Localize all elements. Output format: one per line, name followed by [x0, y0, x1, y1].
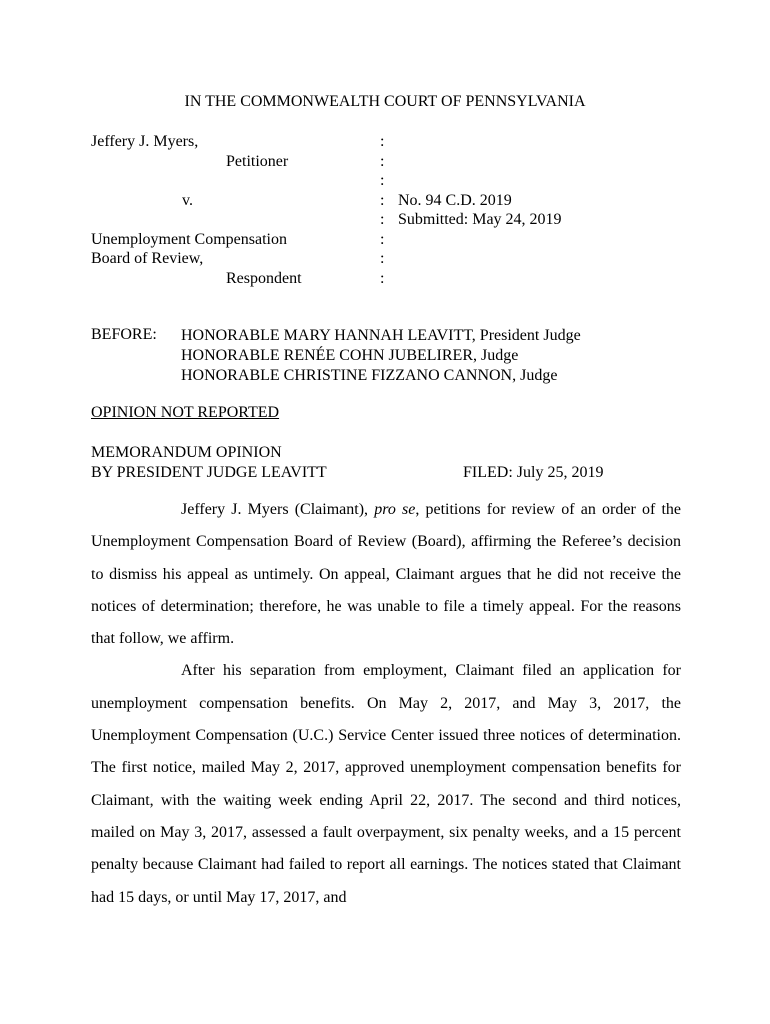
caption-row — [91, 210, 691, 230]
petitioner-name: Jeffery J. Myers, — [91, 133, 199, 150]
docket-number: No. 94 C.D. 2019 — [398, 191, 512, 209]
caption-row — [91, 230, 691, 250]
respondent-name-line2: Board of Review, — [91, 250, 204, 267]
caption-colon: : — [380, 191, 385, 209]
caption-colon: : — [380, 230, 385, 248]
judge-list — [181, 326, 581, 386]
paragraph — [91, 494, 681, 655]
respondent-role: Respondent — [226, 269, 302, 287]
before-label: BEFORE: — [91, 326, 157, 343]
paragraph-text: , petitions for review of an order of the Unemployment Compensation Board of Review (Board), affirming the Referee’s decision to dismiss his appeal as untimely. On appeal, Claimant argues that he did not receive the notices of determination; therefore, he was unable to file a timely appeal. For the reasons that follow, we affirm. — [91, 501, 681, 648]
paragraph-text: Jeffery J. Myers (Claimant), — [181, 501, 375, 518]
caption-colon: : — [380, 133, 385, 150]
versus-label: v. — [182, 191, 193, 209]
italic-text: pro se — [374, 501, 416, 518]
caption-colon: : — [380, 152, 385, 170]
opinion-body — [91, 494, 681, 914]
caption-row — [91, 269, 691, 289]
memorandum-title: MEMORANDUM OPINION — [91, 444, 282, 461]
caption-row — [91, 171, 691, 191]
memorandum-author-row — [91, 463, 681, 483]
memorandum-heading — [91, 443, 681, 483]
caption-row — [91, 132, 691, 152]
case-caption — [91, 132, 691, 288]
caption-row — [91, 249, 691, 269]
caption-colon: : — [380, 269, 385, 287]
submitted-date: Submitted: May 24, 2019 — [398, 211, 562, 228]
caption-row — [91, 152, 691, 172]
caption-row — [91, 191, 691, 211]
judge-name: HONORABLE MARY HANNAH LEAVITT, President Judge — [181, 327, 581, 344]
paragraph: After his separation from employment, Claimant filed an application for unemployment compensation benefits. On May 2, 2017, and May 3, 2017, the Unemployment Compensation (U.C.) Service Center issued three notices of determination. The first notice, mailed May 2, 2017, approved unemployment compensation benefits for Claimant, with the waiting week ending April 22, 2017. The second and third notices, mailed on May 3, 2017, assessed a fault overpayment, six penalty weeks, and a 15 percent penalty because Claimant had failed to report all earnings. The notices stated that Claimant had 15 days, or until May 17, 2017, and — [91, 662, 681, 906]
caption-colon: : — [380, 211, 385, 228]
caption-colon: : — [380, 250, 385, 267]
caption-colon: : — [380, 172, 385, 189]
memorandum-author: BY PRESIDENT JUDGE LEAVITT — [91, 464, 327, 481]
judge-name: HONORABLE RENÉE COHN JUBELIRER, Judge — [181, 347, 519, 364]
respondent-name-line1: Unemployment Compensation — [91, 230, 287, 248]
petitioner-role: Petitioner — [226, 152, 289, 170]
filed-date: FILED: July 25, 2019 — [463, 464, 604, 481]
court-title: IN THE COMMONWEALTH COURT OF PENNSYLVANIA — [184, 93, 586, 110]
judge-name: HONORABLE CHRISTINE FIZZANO CANNON, Judge — [181, 367, 558, 384]
opinion-not-reported: OPINION NOT REPORTED — [91, 404, 280, 421]
